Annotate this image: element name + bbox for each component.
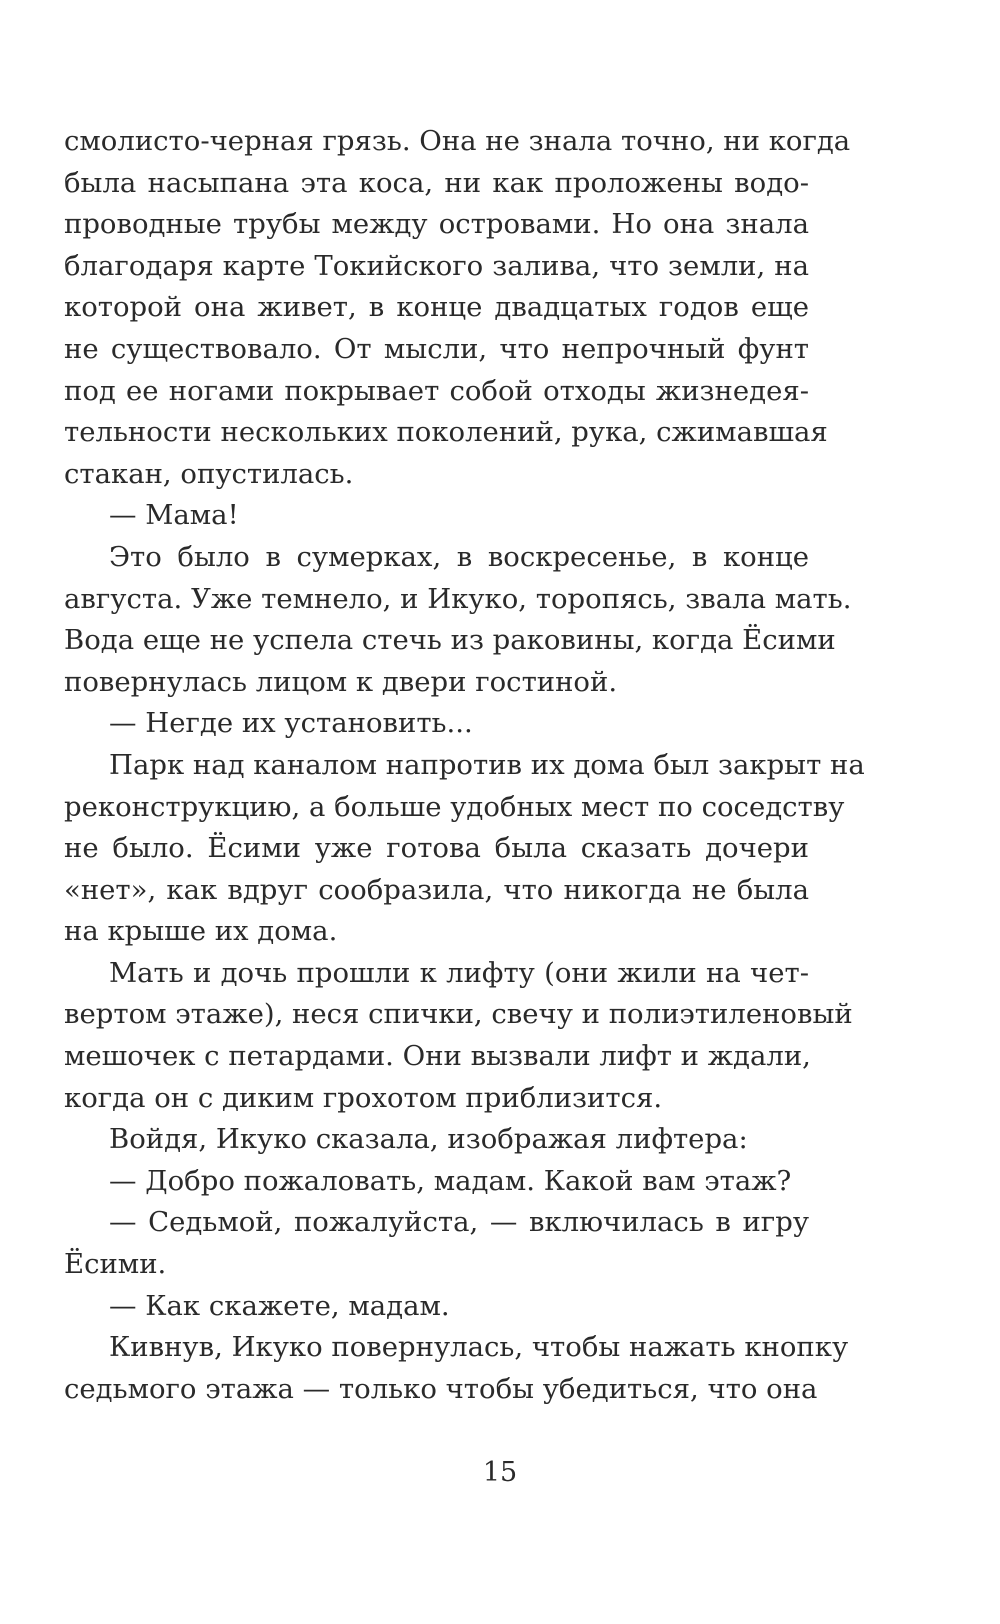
text-line: была насыпана эта коса, ни как проложены водо- xyxy=(64,166,809,199)
text-line: смолисто-черная грязь. Она не знала точно, ни когда xyxy=(64,125,851,157)
text-line: благодаря карте Токийского залива, что земли, на xyxy=(64,249,809,282)
body-text xyxy=(64,121,865,1410)
text-line: — Мама! xyxy=(109,499,239,532)
text-line: под ее ногами покрывает собой отходы жизнедея- xyxy=(64,374,809,407)
text-line: на крыше их дома. xyxy=(64,915,338,948)
text-line: — Негде их установить... xyxy=(109,707,473,740)
text-line: — Седьмой, пожалуйста, — включилась в игру xyxy=(109,1206,809,1239)
text-line: Вода еще не успела стечь из раковины, когда Ёсими xyxy=(64,624,836,657)
text-line: седьмого этажа — только чтобы убедиться, что она xyxy=(64,1372,818,1405)
page-number: 15 xyxy=(482,1457,518,1488)
text-line: Кивнув, Икуко повернулась, чтобы нажать кнопку xyxy=(109,1331,849,1364)
text-line: Мать и дочь прошли к лифту (они жили на чет- xyxy=(109,956,809,989)
text-line: — Как скажете, мадам. xyxy=(109,1289,450,1322)
text-line: не было. Ёсими уже готова была сказать дочери xyxy=(64,832,809,865)
text-line: когда он с диким грохотом приблизится. xyxy=(64,1081,663,1114)
text-line: Войдя, Икуко сказала, изображая лифтера: xyxy=(109,1123,748,1156)
text-line: мешочек с петардами. Они вызвали лифт и ждали, xyxy=(64,1040,811,1073)
text-line: Парк над каналом напротив их дома был закрыт на xyxy=(109,748,865,781)
text-line: тельности нескольких поколений, рука, сжимавшая xyxy=(64,416,828,449)
text-line: августа. Уже темнело, и Икуко, торопясь, звала мать. xyxy=(64,582,852,615)
text-line: реконструкцию, а больше удобных мест по соседству xyxy=(64,790,845,823)
text-line: не существовало. От мысли, что непрочный фунт xyxy=(64,332,809,365)
text-line: проводные трубы между островами. Но она знала xyxy=(64,208,809,241)
text-line: Это было в сумерках, в воскресенье, в конце xyxy=(109,540,809,573)
text-line: повернулась лицом к двери гостиной. xyxy=(64,665,618,698)
text-line: «нет», как вдруг сообразила, что никогда не была xyxy=(64,873,809,906)
text-line: стакан, опустилась. xyxy=(64,457,354,490)
text-line: — Добро пожаловать, мадам. Какой вам этаж? xyxy=(109,1164,792,1197)
text-line: Ёсими. xyxy=(64,1248,167,1281)
text-line: которой она живет, в конце двадцатых годов еще xyxy=(64,291,809,324)
text-line: вертом этаже), неся спички, свечу и полиэтиленовый xyxy=(64,998,853,1031)
